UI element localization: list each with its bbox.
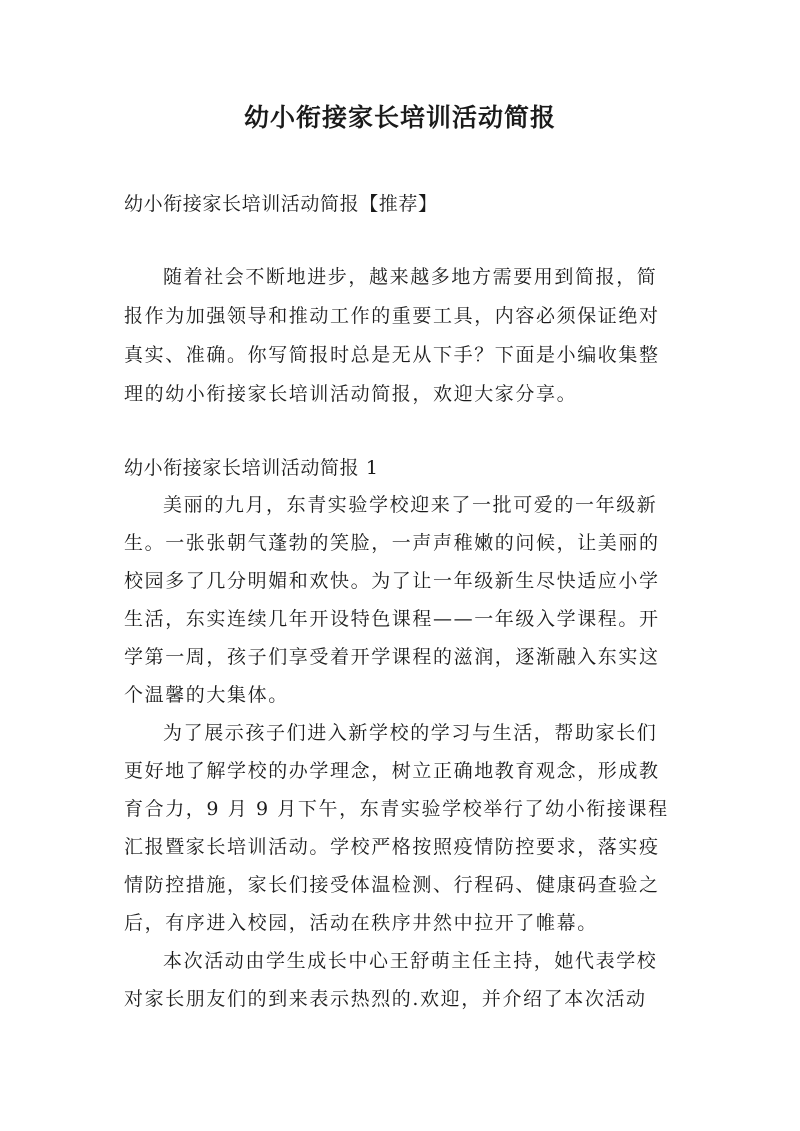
paragraph-line: 生。一张张朝气蓬勃的笑脸，一声声稚嫩的问候，让美丽的	[124, 532, 660, 554]
page-title: 幼小衔接家长培训活动简报	[243, 103, 556, 132]
paragraph-line: 本次活动由学生成长中心王舒萌主任主持，她代表学校	[163, 950, 658, 972]
paragraph-line: 后，有序进入校园，活动在秩序井然中拉开了帷幕。	[124, 912, 598, 934]
section-heading: 幼小衔接家长培训活动简报 1	[124, 457, 379, 479]
paragraph-line: 对家长朋友们的到来表示热烈的.欢迎，并介绍了本次活动	[124, 988, 647, 1010]
paragraph-line: 个温馨的大集体。	[124, 684, 289, 706]
paragraph-line: 学第一周，孩子们享受着开学课程的滋润，逐渐融入东实这	[124, 646, 660, 668]
paragraph-line: 生活，东实连续几年开设特色课程——一年级入学课程。开	[124, 608, 660, 630]
intro-line: 真实、准确。你写简报时总是无从下手？下面是小编收集整	[124, 344, 660, 366]
paragraph-line: 情防控措施，家长们接受体温检测、行程码、健康码查验之	[124, 874, 660, 896]
intro-line: 理的幼小衔接家长培训活动简报，欢迎大家分享。	[124, 383, 578, 405]
paragraph-line: 育合力，9 月 9 月下午，东青实验学校举行了幼小衔接课程	[124, 798, 669, 820]
intro-line: 报作为加强领导和推动工作的重要工具，内容必须保证绝对	[124, 305, 660, 327]
document-subtitle: 幼小衔接家长培训活动简报【推荐】	[124, 193, 438, 215]
paragraph-line: 为了展示孩子们进入新学校的学习与生活，帮助家长们	[163, 722, 658, 744]
paragraph-line: 汇报暨家长培训活动。学校严格按照疫情防控要求，落实疫	[124, 836, 660, 858]
paragraph-line: 美丽的九月，东青实验学校迎来了一批可爱的一年级新	[163, 494, 658, 516]
paragraph-line: 校园多了几分明媚和欢快。为了让一年级新生尽快适应小学	[124, 570, 660, 592]
paragraph-line: 更好地了解学校的办学理念，树立正确地教育观念，形成教	[124, 760, 660, 782]
intro-line: 随着社会不断地进步，越来越多地方需要用到简报，简	[163, 266, 658, 288]
